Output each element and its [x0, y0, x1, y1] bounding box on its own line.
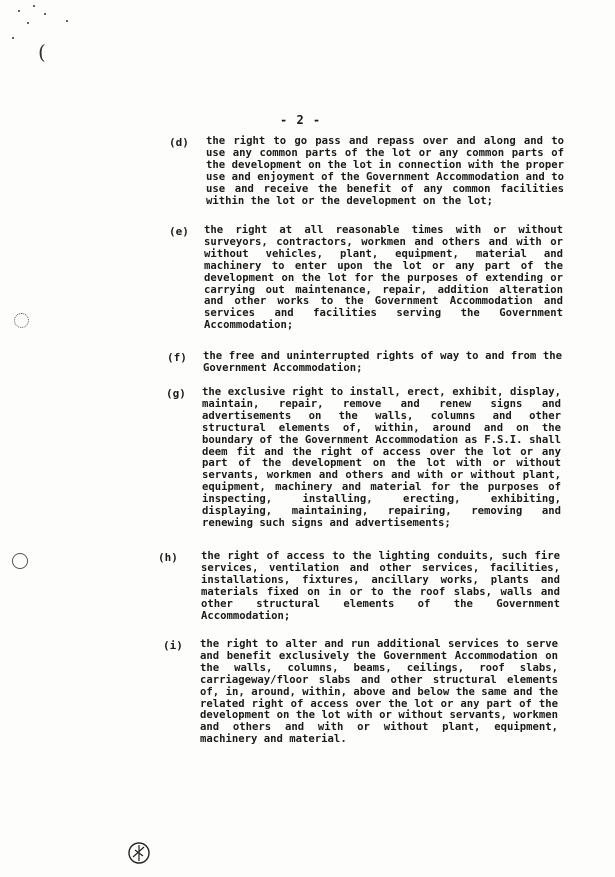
clause-label: (h)	[158, 551, 178, 564]
clause-text: the right of access to the lighting conduits, such fire services, ventilation and other services, facilities, installations, fixtures, ancillary works, plants and materials fixed on in or to the roof slabs, walls and other structural elements of the Government Accommodation;	[201, 550, 560, 622]
scan-speck	[33, 5, 35, 7]
page-number: - 2 -	[280, 113, 322, 127]
clause-text: the right at all reasonable times with or without surveyors, contractors, workmen and others and with or without vehicles, plant, equipment, material and machinery to enter upon the lot or any part of the development on the lot for the purposes of extending or carrying out maintenance, repair, addition alteration and other works to the Government Accommodation and services and facilities serving the Government Accommodation;	[204, 224, 563, 332]
initial-stamp	[127, 841, 151, 865]
clause-text: the right to alter and run additional services to serve and benefit exclusively the Government Accommodation on the walls, columns, beams, ceilings, roof slabs, carriageway/floor slabs and other structural elements of, in, around, within, above and below the same and the related right of access over the lot or any part of the development on the lot with or without servants, workmen and others and with or without plant, equipment, machinery and material.	[200, 638, 558, 746]
clause-text: the right to go pass and repass over and along and to use any common parts of the lot or any common parts of the development on the lot in connection with the proper use and enjoyment of the Government Accommodation and to use and receive the benefit of any common facilities within the lot or the development on the lot;	[206, 135, 564, 207]
clause-label: (g)	[166, 387, 186, 400]
scan-speck	[27, 22, 29, 24]
clause-label: (f)	[167, 351, 187, 364]
scan-speck	[44, 13, 46, 15]
clause-label: (e)	[169, 225, 189, 238]
scan-speck	[66, 20, 68, 22]
clause-label: (i)	[163, 639, 183, 652]
clause-text: the free and uninterrupted rights of way to and from the Government Accommodation;	[203, 350, 562, 374]
scan-speck	[12, 37, 14, 39]
scan-speck	[18, 10, 20, 12]
clause-text: the exclusive right to install, erect, exhibit, display, maintain, repair, remove and renew signs and advertisements on the walls, columns and other structural elements of, within, around and on the boundary of the Government Accommodation as F.S.I. shall deem fit and the right of access over the lot or any part of the development on the lot with or without servants, workmen and others and with or without plant, equipment, machinery and material for the purposes of inspecting, installing, erecting, exhibiting, displaying, maintaining, repairing, removing and renewing such signs and advertisements;	[202, 386, 561, 529]
punch-hole-mark	[12, 553, 28, 569]
punch-hole-mark	[14, 313, 29, 328]
scan-mark: (	[38, 40, 46, 64]
clause-label: (d)	[169, 136, 189, 149]
